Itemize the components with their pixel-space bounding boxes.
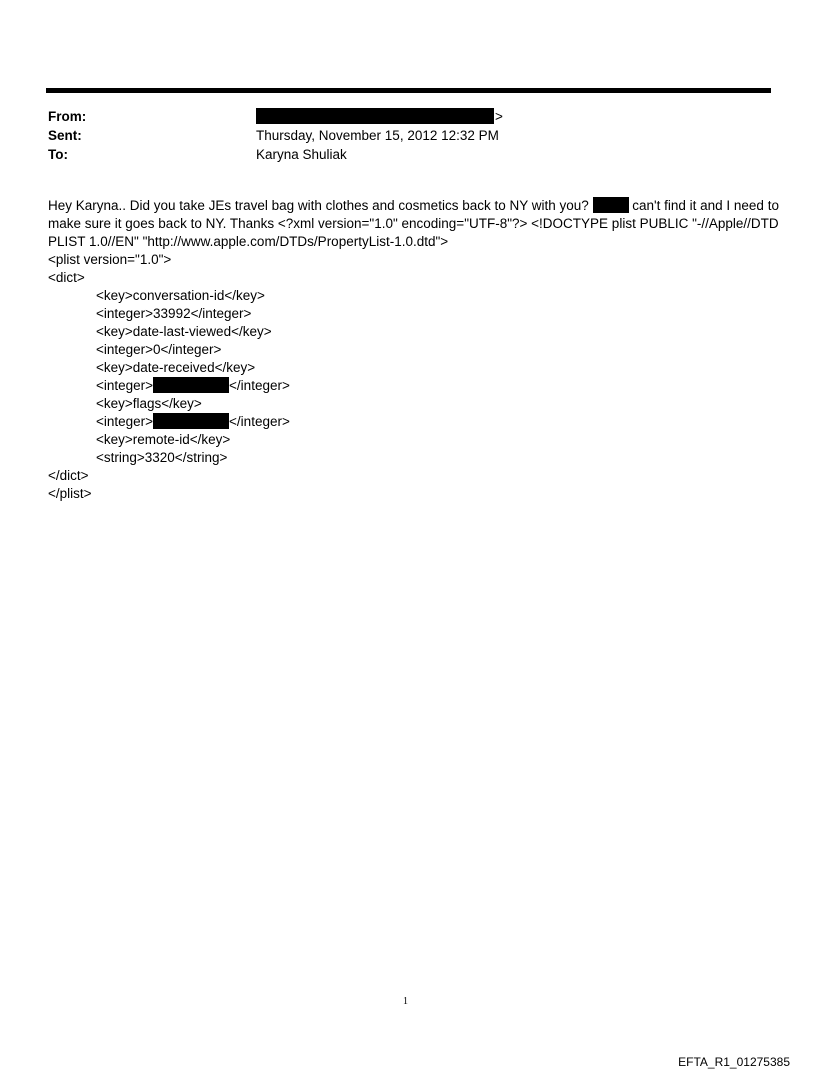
body-text: </integer> bbox=[229, 414, 290, 429]
body-line bbox=[48, 377, 776, 395]
page-number: 1 bbox=[403, 996, 408, 1007]
body-line: <key>conversation-id</key> bbox=[96, 288, 265, 303]
redaction-block bbox=[256, 108, 494, 124]
redaction-block bbox=[153, 413, 229, 429]
body-line: <dict> bbox=[48, 270, 85, 285]
body-line: <integer>33992</integer> bbox=[96, 306, 252, 321]
from-row bbox=[48, 107, 748, 126]
to-label: To: bbox=[48, 147, 68, 162]
to-row bbox=[48, 145, 748, 164]
sent-row bbox=[48, 126, 748, 145]
email-header bbox=[48, 107, 748, 164]
body-text: <integer> bbox=[96, 414, 154, 429]
body-line: PLIST 1.0//EN" "http://www.apple.com/DTDs/PropertyList-1.0.dtd"> bbox=[48, 234, 449, 249]
body-line: <key>date-received</key> bbox=[96, 360, 256, 375]
body-line: <key>date-last-viewed</key> bbox=[96, 324, 272, 339]
header-divider bbox=[46, 88, 771, 93]
body-line: <integer>0</integer> bbox=[96, 342, 222, 357]
body-line: </dict> bbox=[48, 468, 89, 483]
from-label: From: bbox=[48, 109, 87, 124]
body-line bbox=[48, 197, 779, 215]
body-line bbox=[48, 413, 776, 431]
body-line: <key>remote-id</key> bbox=[96, 432, 231, 447]
body-text: can't find it and I need to bbox=[628, 198, 779, 213]
body-text: <integer> bbox=[96, 378, 154, 393]
body-line: <key>flags</key> bbox=[96, 396, 202, 411]
bates-number: EFTA_R1_01275385 bbox=[678, 1055, 790, 1069]
body-line: <plist version="1.0"> bbox=[48, 252, 172, 267]
body-line: make sure it goes back to NY. Thanks <?xml version="1.0" encoding="UTF-8"?> <!DOCTYPE plist PUBLIC "-//Apple//DTD bbox=[48, 216, 779, 231]
body-line: </plist> bbox=[48, 486, 92, 501]
body-line: <string>3320</string> bbox=[96, 450, 228, 465]
sent-label: Sent: bbox=[48, 128, 82, 143]
from-value bbox=[256, 107, 748, 126]
redaction-block bbox=[593, 197, 629, 213]
body-text: Hey Karyna.. Did you take JEs travel bag with clothes and cosmetics back to NY with you? bbox=[48, 198, 593, 213]
body-text: </integer> bbox=[229, 378, 290, 393]
to-value: Karyna Shuliak bbox=[256, 147, 347, 162]
email-body bbox=[48, 197, 779, 503]
sent-value: Thursday, November 15, 2012 12:32 PM bbox=[256, 128, 499, 143]
from-suffix: > bbox=[495, 109, 503, 124]
redaction-block bbox=[153, 377, 229, 393]
